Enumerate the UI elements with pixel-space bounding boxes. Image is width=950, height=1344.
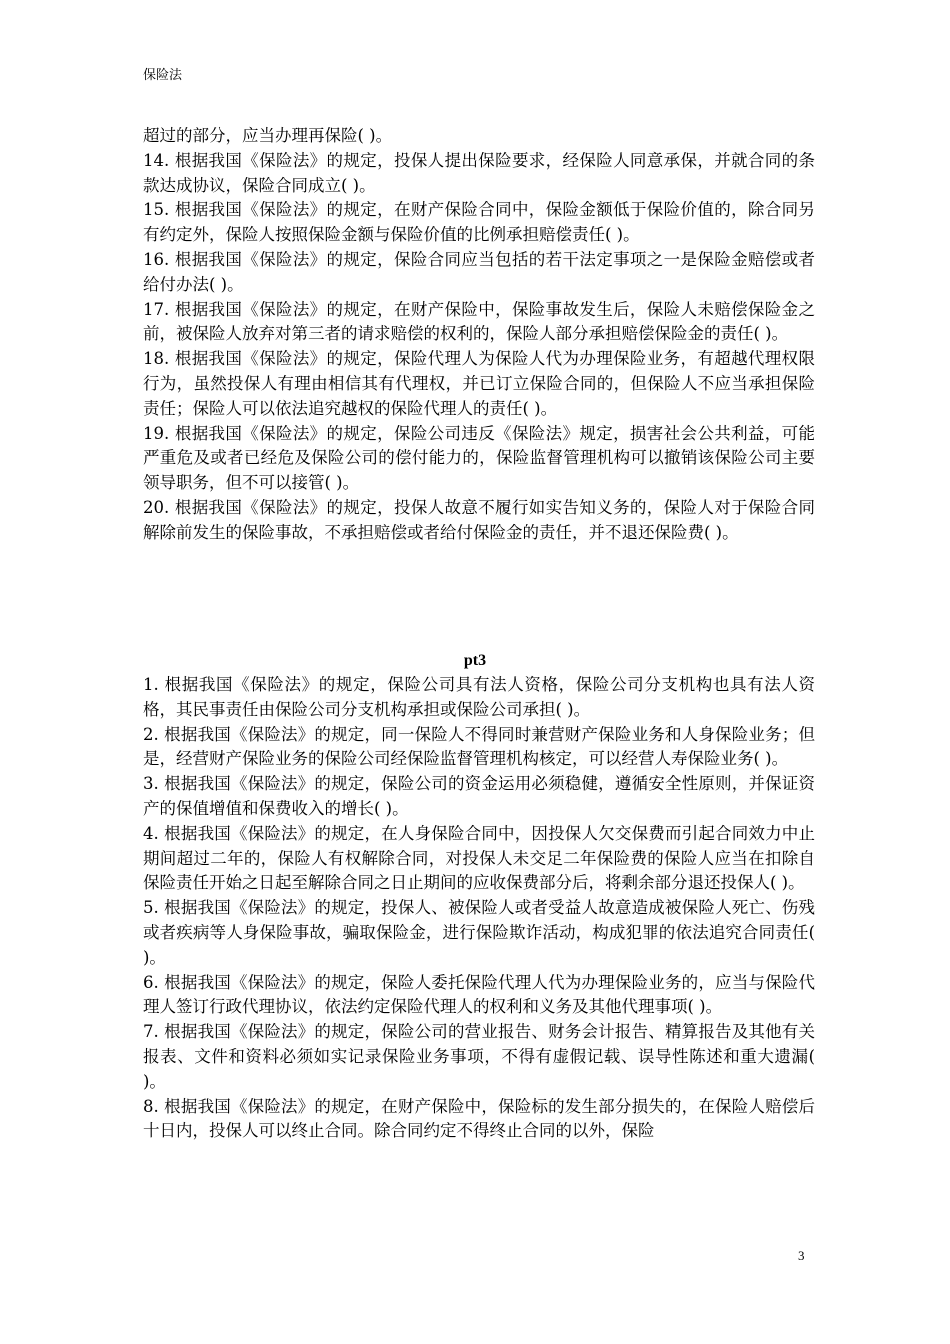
question-paragraph: 15. 根据我国《保险法》的规定，在财产保险合同中，保险金额低于保险价值的，除合同另有约定外，保险人按照保险金额与保险价值的比例承担赔偿责任( )。 [143,200,815,245]
question-paragraph: 6. 根据我国《保险法》的规定，保险人委托保险代理人代为办理保险业务的，应当与保险代理人签订行政代理协议，依法约定保险代理人的权利和义务及其他代理事项( )。 [143,972,815,1017]
question-list-part2 [143,124,815,546]
question-paragraph: 19. 根据我国《保险法》的规定，保险公司违反《保险法》规定，损害社会公共利益，可能严重危及或者已经危及保险公司的偿付能力的，保险监督管理机构可以撤销该保险公司主要领导职务，但不可以接管( )。 [143,423,815,493]
question-paragraph: 16. 根据我国《保险法》的规定，保险合同应当包括的若干法定事项之一是保险金赔偿或者给付办法( )。 [143,249,815,294]
page-header: 保险法 [143,68,183,83]
section-title: pt3 [463,652,487,669]
question-paragraph: 7. 根据我国《保险法》的规定，保险公司的营业报告、财务会计报告、精算报告及其他有关报表、文件和资料必须如实记录保险业务事项，不得有虚假记载、误导性陈述和重大遗漏( )。 [143,1022,815,1091]
question-paragraph: 20. 根据我国《保险法》的规定，投保人故意不履行如实告知义务的，保险人对于保险合同解除前发生的保险事故，不承担赔偿或者给付保险金的责任，并不退还保险费( )。 [143,497,815,542]
question-paragraph: 14. 根据我国《保险法》的规定，投保人提出保险要求，经保险人同意承保，并就合同的条款达成协议，保险合同成立( )。 [143,150,815,195]
question-paragraph: 1. 根据我国《保险法》的规定，保险公司具有法人资格，保险公司分支机构也具有法人资格，其民事责任由保险公司分支机构承担或保险公司承担( )。 [143,675,815,719]
question-list-part3 [143,673,815,1144]
question-paragraph: 8. 根据我国《保险法》的规定，在财产保险中，保险标的发生部分损失的，在保险人赔偿后十日内，投保人可以终止合同。除合同约定不得终止合同的以外，保险 [143,1096,815,1141]
question-paragraph: 17. 根据我国《保险法》的规定，在财产保险中，保险事故发生后，保险人未赔偿保险金之前，被保险人放弃对第三者的请求赔偿的权利的，保险人部分承担赔偿保险金的责任( )。 [143,299,815,344]
question-paragraph: 2. 根据我国《保险法》的规定，同一保险人不得同时兼营财产保险业务和人身保险业务；但是，经营财产保险业务的保险公司经保险监督管理机构核定，可以经营人寿保险业务( )。 [143,724,815,769]
question-paragraph: 18. 根据我国《保险法》的规定，保险代理人为保险人代为办理保险业务，有超越代理权限行为，虽然投保人有理由相信其有代理权，并已订立保险合同的，但保险人不应当承担保险责任；保险人可以依法追究越权的保险代理人的责任( )。 [143,349,815,418]
page-number: 3 [798,1248,805,1263]
question-paragraph: 4. 根据我国《保险法》的规定，在人身保险合同中，因投保人欠交保费而引起合同效力中止期间超过二年的，保险人有权解除合同，对投保人未交足二年保险费的保险人应当在扣除自保险责任开始之日起至解除合同之日止期间的应收保费部分后，将剩余部分退还投保人( )。 [143,823,815,893]
question-paragraph: 5. 根据我国《保险法》的规定，投保人、被保险人或者受益人故意造成被保险人死亡、伤残或者疾病等人身保险事故，骗取保险金，进行保险欺诈活动，构成犯罪的依法追究合同责任( )。 [143,898,815,967]
question-paragraph: 超过的部分，应当办理再保险( )。 [143,126,393,145]
question-paragraph: 3. 根据我国《保险法》的规定，保险公司的资金运用必须稳健，遵循安全性原则，并保证资产的保值增值和保费收入的增长( )。 [143,774,815,818]
